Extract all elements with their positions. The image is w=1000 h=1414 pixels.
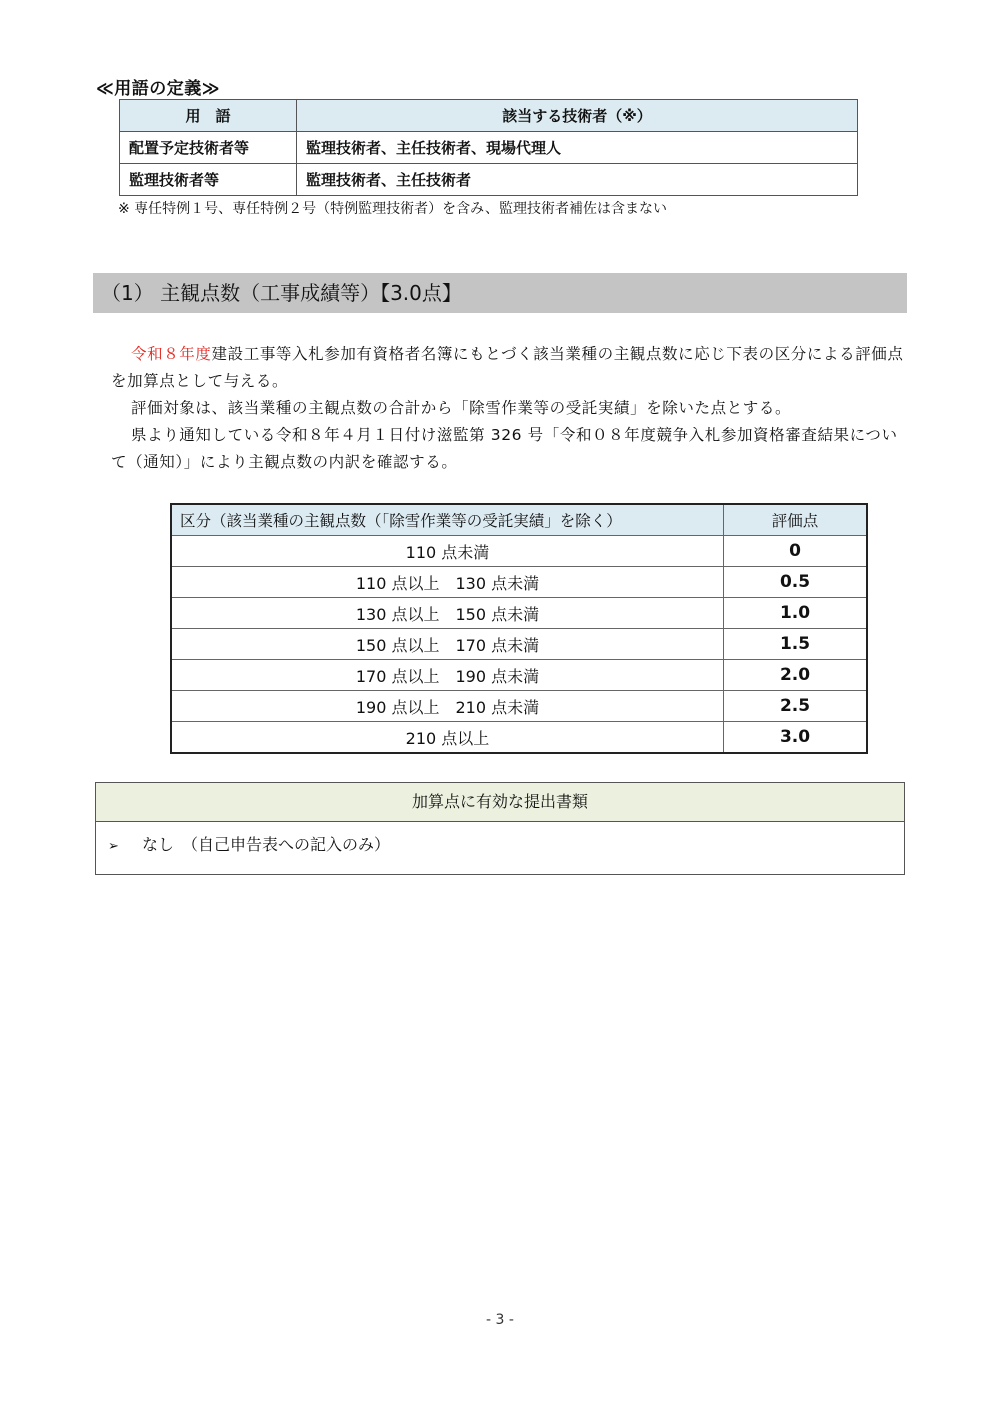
paragraph-1 <box>111 341 907 395</box>
score-header-range: 区分（該当業種の主観点数（「除雪作業等の受託実績」を除く） <box>171 504 724 536</box>
table-row <box>120 132 858 164</box>
table-row <box>171 536 867 567</box>
section-title-bar <box>93 273 907 313</box>
fiscal-year-highlight: 令和８年度 <box>131 345 212 363</box>
score-range: 210 点以上 <box>171 722 724 754</box>
score-range: 110 点未満 <box>171 536 724 567</box>
definitions-term: 配置予定技術者等 <box>120 132 297 164</box>
paragraph-1-text: 建設工事等入札参加有資格者名簿にもとづく該当業種の主観点数に応じ下表の区分による評価点を加算点として与える。 <box>111 345 904 390</box>
section-title: （1） 主観点数（工事成績等）【3.0点】 <box>101 281 462 305</box>
score-range: 190 点以上 210 点未満 <box>171 691 724 722</box>
score-points: 2.0 <box>724 660 868 691</box>
score-points: 2.5 <box>724 691 868 722</box>
score-range: 150 点以上 170 点未満 <box>171 629 724 660</box>
score-range: 170 点以上 190 点未満 <box>171 660 724 691</box>
documents-item <box>96 822 904 855</box>
documents-title: 加算点に有効な提出書類 <box>96 783 904 822</box>
definitions-col-engineer: 該当する技術者（※） <box>297 100 858 132</box>
paragraph-2-text: 評価対象は、該当業種の主観点数の合計から「除雪作業等の受託実績」を除いた点とする。 <box>131 399 792 417</box>
paragraph-2 <box>111 395 907 422</box>
score-table <box>170 503 868 754</box>
table-row <box>171 629 867 660</box>
score-points: 0 <box>724 536 868 567</box>
table-row <box>171 567 867 598</box>
paragraph-3-text: 県より通知している令和８年４月１日付け滋監第 326 号「令和０８年度競争入札参加資格審査結果について（通知）」により主観点数の内訳を確認する。 <box>111 426 898 471</box>
table-row <box>171 722 867 754</box>
page-number: - 3 - <box>486 1312 514 1328</box>
definitions-table <box>119 99 858 196</box>
score-header-row <box>171 504 867 536</box>
definitions-header-row <box>120 100 858 132</box>
arrowhead-bullet-icon: ➢ <box>108 839 119 854</box>
score-points: 0.5 <box>724 567 868 598</box>
table-row <box>171 598 867 629</box>
definitions-term: 監理技術者等 <box>120 164 297 196</box>
definitions-note: ※ 専任特例１号、専任特例２号（特例監理技術者）を含み、監理技術者補佐は含まない <box>118 201 668 217</box>
definitions-col-term: 用 語 <box>120 100 297 132</box>
table-row <box>171 691 867 722</box>
score-points: 1.0 <box>724 598 868 629</box>
score-points: 1.5 <box>724 629 868 660</box>
definitions-heading: ≪用語の定義≫ <box>96 79 221 99</box>
table-row <box>171 660 867 691</box>
paragraph-3 <box>111 422 907 476</box>
score-header-points: 評価点 <box>724 504 868 536</box>
score-points: 3.0 <box>724 722 868 754</box>
definitions-engineer: 監理技術者、主任技術者 <box>297 164 858 196</box>
score-range: 130 点以上 150 点未満 <box>171 598 724 629</box>
documents-item-text: なし （自己申告表への記入のみ） <box>142 835 391 854</box>
score-range: 110 点以上 130 点未満 <box>171 567 724 598</box>
table-row <box>120 164 858 196</box>
definitions-engineer: 監理技術者、主任技術者、現場代理人 <box>297 132 858 164</box>
documents-box <box>95 782 905 875</box>
